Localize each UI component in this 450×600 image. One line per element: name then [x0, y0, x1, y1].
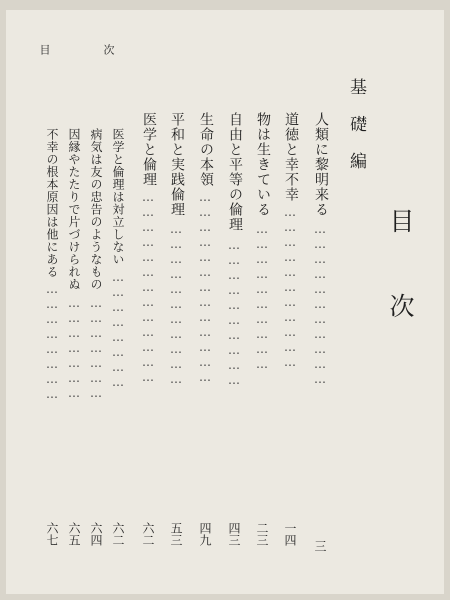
toc-entry-title: 人類に黎明来る [313, 112, 329, 217]
leader-dots: ………………… [67, 296, 81, 401]
toc-page-number: 四九 [198, 522, 212, 546]
leader-dots: …………………… [45, 282, 59, 402]
toc-subentry-title: 不幸の根本原因は他にある [45, 128, 59, 278]
leader-dots: ………………… [89, 296, 103, 401]
toc-subentry-title: 病気は友の忠告のようなもの [89, 128, 103, 291]
toc-page-number: 二三 [255, 522, 269, 546]
toc-page-number: 三 [313, 540, 327, 552]
leader-dots: …………………………… [283, 205, 297, 370]
toc-page-number: 五三 [169, 522, 183, 546]
running-header-left: 目 [38, 44, 51, 55]
toc-page-number: 六二 [141, 522, 155, 546]
toc-entry-title: 医学と倫理 [141, 112, 157, 187]
running-header-right: 次 [102, 44, 115, 55]
toc-entry-title: 道徳と幸不幸 [283, 112, 299, 202]
toc-subentry-title: 因縁やたたりで片づけられぬ [67, 128, 81, 291]
toc-page-number: 四三 [227, 522, 241, 546]
leader-dots: ………………………… [227, 238, 241, 388]
toc-subentry-title: 医学と倫理は対立しない [111, 128, 125, 266]
leader-dots: ………………………………… [198, 190, 212, 385]
leader-dots: ………………………………… [141, 190, 155, 385]
leader-dots: …………………………… [169, 222, 183, 387]
toc-page-number: 六五 [67, 522, 81, 546]
toc-page-number: 一四 [283, 522, 297, 546]
leader-dots: …………………………… [313, 222, 327, 387]
leader-dots: …………………… [111, 270, 125, 390]
toc-entry-title: 平和と実践倫理 [169, 112, 185, 217]
toc-entry-title: 生命の本領 [198, 112, 214, 187]
toc-title: 目次 [386, 208, 415, 378]
toc-page-number: 六七 [45, 522, 59, 546]
book-page [6, 10, 444, 594]
toc-page-number: 六四 [89, 522, 103, 546]
toc-page-number: 六二 [111, 522, 125, 546]
toc-entry-title: 自由と平等の倫理 [227, 112, 243, 232]
section-heading: 基礎編 [346, 78, 366, 189]
toc-entry-title: 物は生きている [255, 112, 271, 217]
leader-dots: ………………………… [255, 222, 269, 372]
